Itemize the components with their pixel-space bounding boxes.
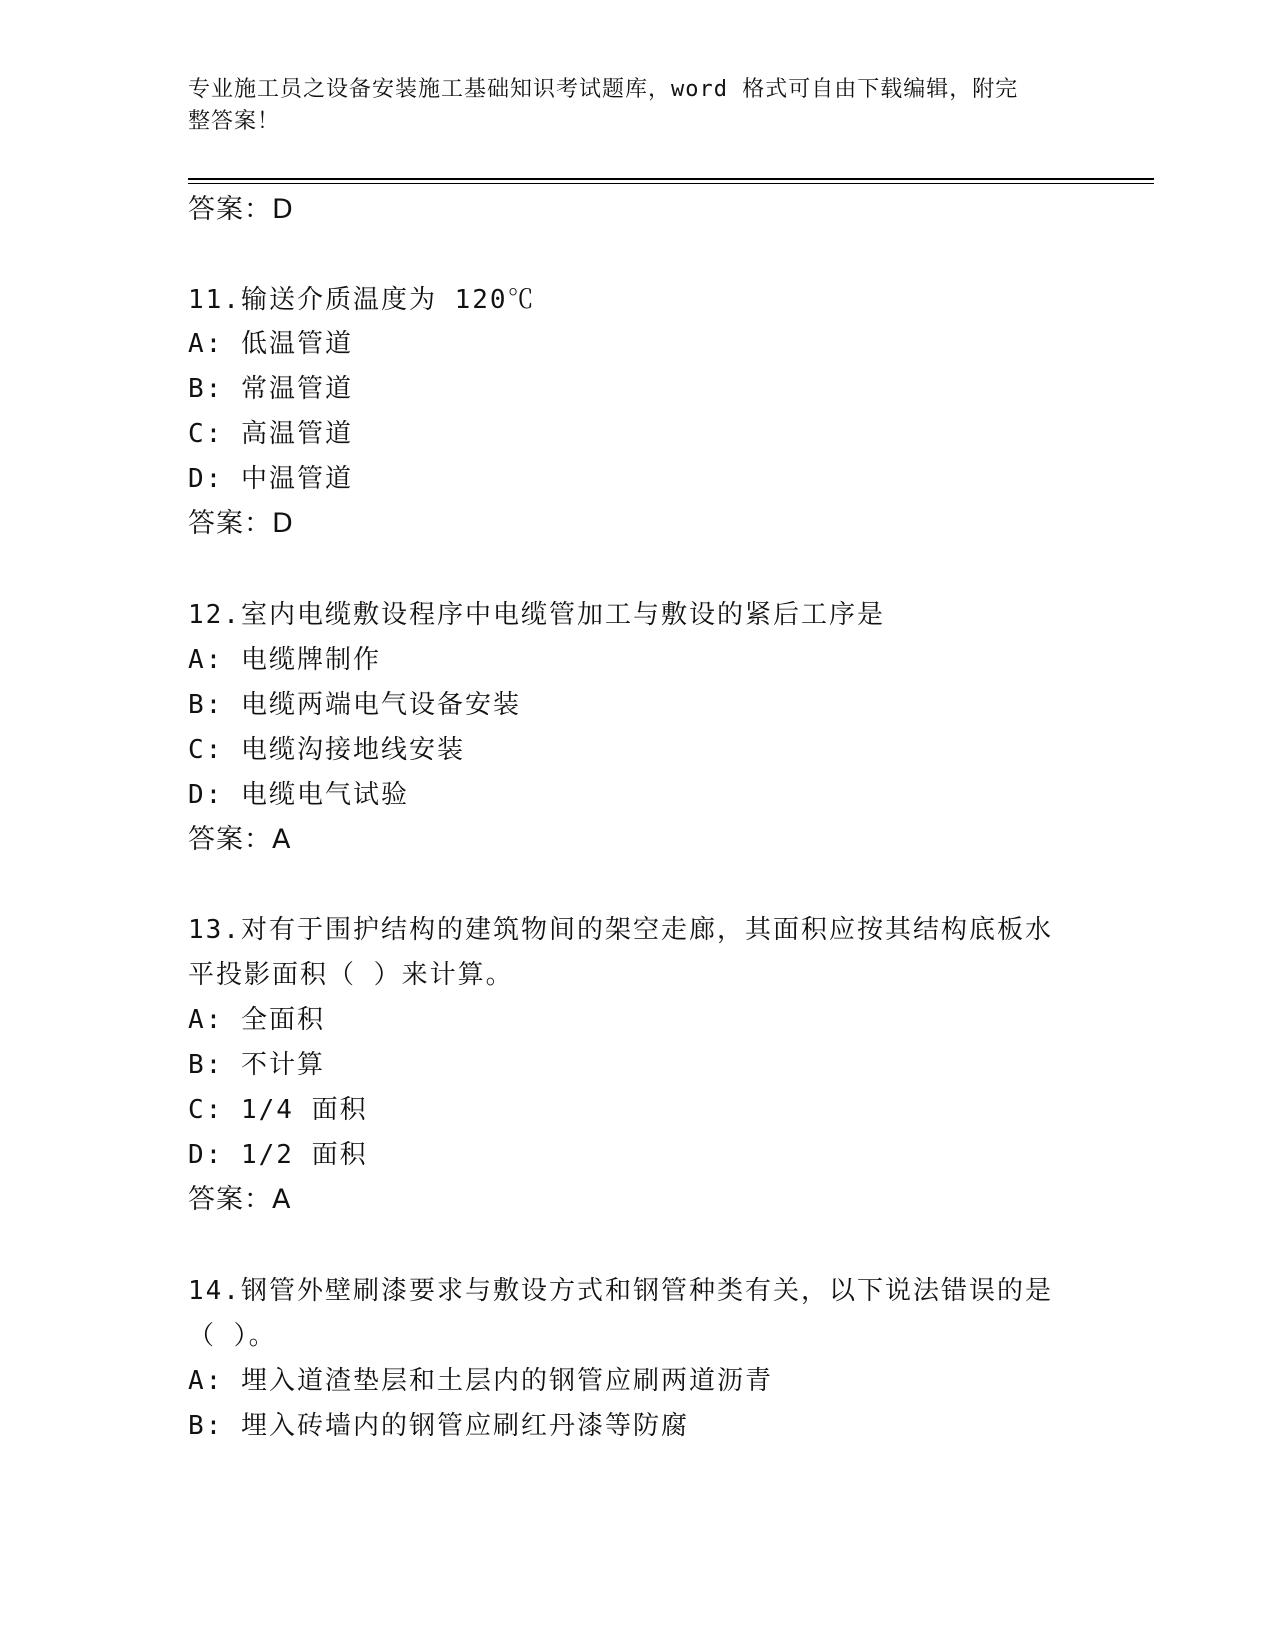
question-12-option-c: C: 电缆沟接地线安装 — [188, 735, 465, 765]
question-12-option-d: D: 电缆电气试验 — [188, 780, 409, 810]
question-14-option-a: A: 埋入道渣垫层和土层内的钢管应刷两道沥青 — [188, 1366, 773, 1396]
question-13-option-a: A: 全面积 — [188, 1005, 325, 1035]
question-13-option-b: B: 不计算 — [188, 1050, 325, 1080]
question-11-option-c: C: 高温管道 — [188, 419, 353, 449]
question-12-option-a: A: 电缆牌制作 — [188, 645, 381, 675]
question-14-stem-line-2: （ ）。 — [188, 1321, 277, 1351]
question-13-stem-line-2: 平投影面积（ ）来计算。 — [188, 960, 514, 990]
question-13-option-c: C: 1/4 面积 — [188, 1095, 368, 1125]
header-title-line-2: 整答案！ — [188, 109, 281, 134]
question-14-option-b: B: 埋入砖墙内的钢管应刷红丹漆等防腐 — [188, 1411, 689, 1441]
question-11-option-a: A: 低温管道 — [188, 329, 353, 359]
question-14-stem-line-1: 14.钢管外壁刷漆要求与敷设方式和钢管种类有关，以下说法错误的是 — [188, 1276, 1053, 1306]
question-11-option-d: D: 中温管道 — [188, 464, 353, 494]
question-11-option-b: B: 常温管道 — [188, 374, 353, 404]
question-12-stem: 12.室内电缆敷设程序中电缆管加工与敷设的紧后工序是 — [188, 600, 885, 630]
header-divider-thin — [188, 183, 1154, 184]
question-13-stem-line-1: 13.对有于围护结构的建筑物间的架空走廊，其面积应按其结构底板水 — [188, 915, 1053, 945]
question-11-stem: 11.输送介质温度为 120℃ — [188, 285, 536, 315]
question-11-answer: 答案：D — [188, 508, 294, 539]
question-12-option-b: B: 电缆两端电气设备安装 — [188, 690, 521, 720]
document-header — [188, 74, 1088, 138]
header-divider-thick — [188, 178, 1154, 180]
question-13-option-d: D: 1/2 面积 — [188, 1140, 368, 1170]
question-12-answer: 答案：A — [188, 824, 292, 855]
previous-answer: 答案：D — [188, 194, 294, 225]
question-13-answer: 答案：A — [188, 1184, 292, 1215]
header-title-line-1: 专业施工员之设备安装施工基础知识考试题库，word 格式可自由下载编辑，附完 — [188, 77, 1019, 102]
